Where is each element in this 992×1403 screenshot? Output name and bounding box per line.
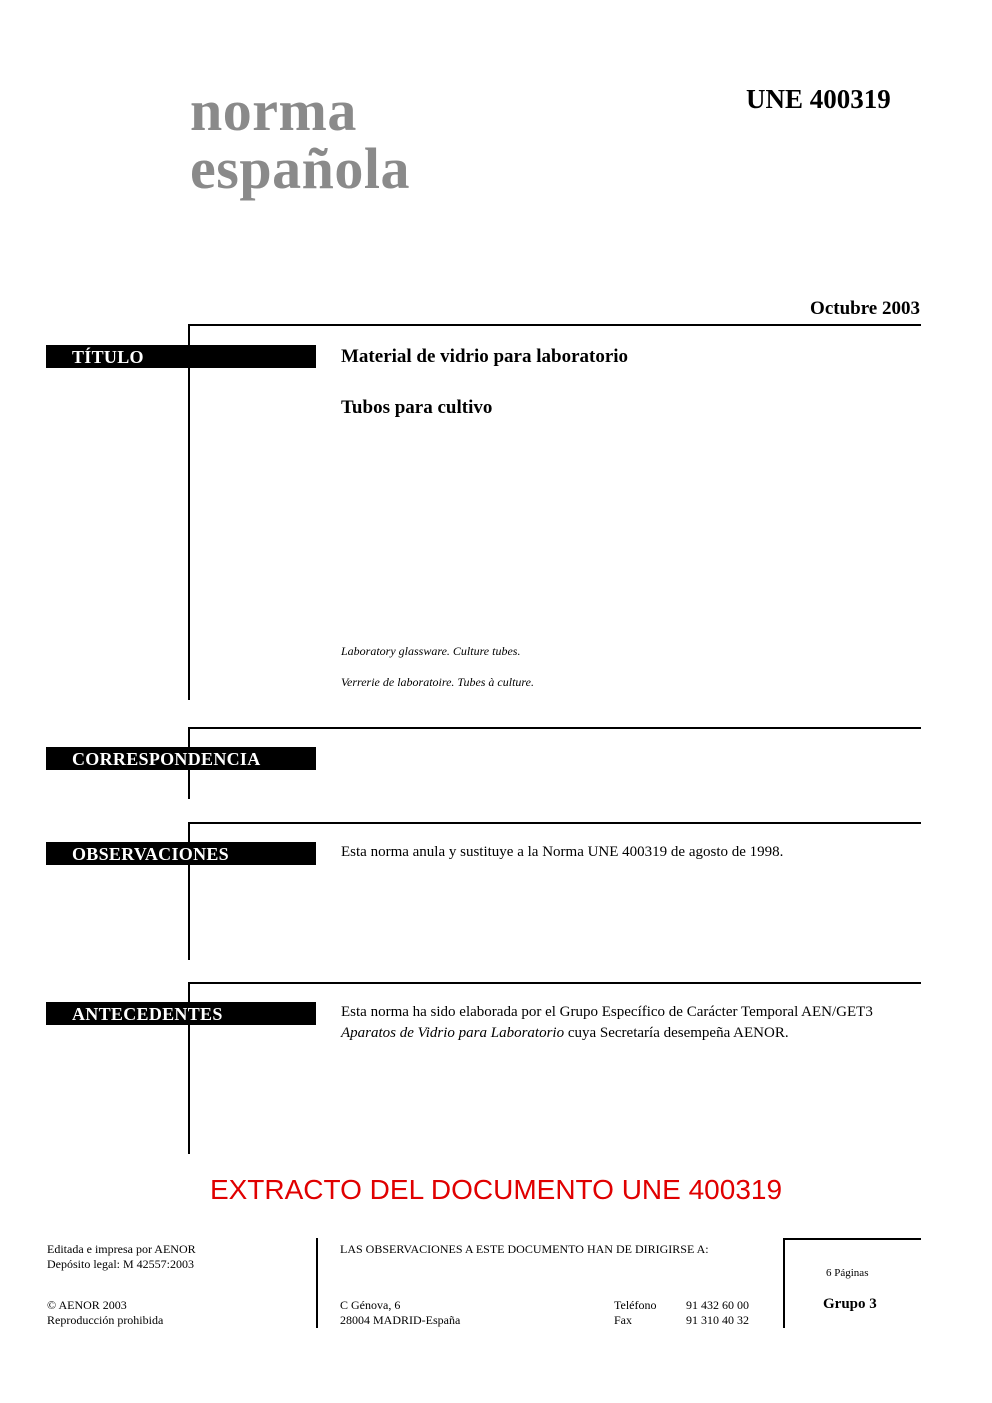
norma-espanola-logo <box>190 78 410 201</box>
title-spanish-line-2: Tubos para cultivo <box>341 397 493 418</box>
observaciones-label: OBSERVACIONES <box>46 842 316 865</box>
standard-number: UNE 400319 <box>746 84 891 114</box>
titulo-top-rule <box>188 324 921 326</box>
antecedentes-top-rule <box>188 982 921 984</box>
observaciones-top-rule <box>188 822 921 824</box>
footer-legal-deposit: Depósito legal: M 42557:2003 <box>47 1257 194 1271</box>
titulo-left-rule <box>188 324 190 700</box>
footer-fax-label: Fax <box>614 1313 632 1327</box>
footer-observations-heading: LAS OBSERVACIONES A ESTE DOCUMENTO HAN DE DIRIGIRSE A: <box>340 1242 709 1256</box>
footer-address-line-1: C Génova, 6 <box>340 1298 401 1312</box>
footer-price-group: Grupo 3 <box>823 1296 877 1312</box>
footer-reproduction: Reproducción prohibida <box>47 1313 164 1327</box>
footer-copyright: © AENOR 2003 <box>47 1298 127 1312</box>
antecedentes-text <box>341 1002 873 1044</box>
antecedentes-line-2 <box>341 1023 873 1044</box>
title-english: Laboratory glassware. Culture tubes. <box>341 644 521 658</box>
correspondencia-label: CORRESPONDENCIA <box>46 747 316 770</box>
title-french: Verrerie de laboratoire. Tubes à culture. <box>341 675 534 689</box>
footer-group-top-rule <box>783 1238 921 1240</box>
footer-divider-left <box>316 1238 318 1328</box>
observaciones-text: Esta norma anula y sustituye a la Norma UNE 400319 de agosto de 1998. <box>341 844 784 860</box>
footer-fax-value: 91 310 40 32 <box>686 1313 749 1327</box>
antecedentes-line-2-rest: cuya Secretaría desempeña AENOR. <box>564 1025 789 1041</box>
footer-address-line-2: 28004 MADRID-España <box>340 1313 461 1327</box>
titulo-label: TÍTULO <box>46 345 316 368</box>
antecedentes-line-1: Esta norma ha sido elaborada por el Grupo Específico de Carácter Temporal AEN/GET3 <box>341 1004 873 1020</box>
title-spanish-line-1: Material de vidrio para laboratorio <box>341 346 629 367</box>
correspondencia-top-rule <box>188 727 921 729</box>
footer-copyright-block <box>47 1298 163 1328</box>
footer-contact-labels <box>614 1298 656 1328</box>
footer-address-block <box>340 1298 460 1328</box>
extract-watermark: EXTRACTO DEL DOCUMENTO UNE 400319 <box>209 1174 783 1205</box>
logo-line-2: española <box>190 136 410 201</box>
footer-contact-values <box>686 1298 749 1328</box>
antecedentes-committee-name: Aparatos de Vidrio para Laboratorio <box>341 1025 565 1041</box>
footer-phone-label: Teléfono <box>614 1298 657 1312</box>
antecedentes-label: ANTECEDENTES <box>46 1002 316 1025</box>
footer-edited-by: Editada e impresa por AENOR <box>47 1242 196 1256</box>
footer-divider-right <box>783 1238 785 1328</box>
footer-publisher-block <box>47 1242 196 1272</box>
footer-page-count: 6 Páginas <box>826 1267 869 1279</box>
logo-line-1: norma <box>190 78 357 143</box>
document-date: Octubre 2003 <box>810 298 920 319</box>
footer-phone-value: 91 432 60 00 <box>686 1298 749 1312</box>
